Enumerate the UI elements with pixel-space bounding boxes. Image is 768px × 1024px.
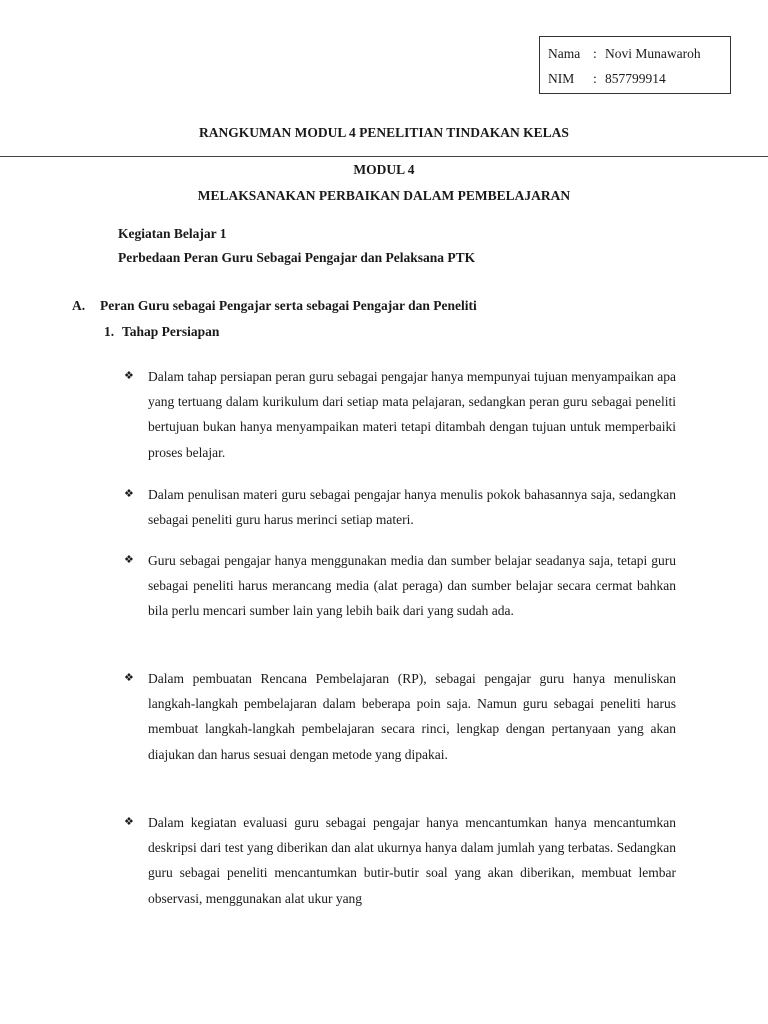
bullet-text: Dalam kegiatan evaluasi guru sebagai pengajar hanya mencantumkan hanya mencantumkan deskripsi dari test yang diberikan dan alat ukurnya hanya dalam jumlah yang terbatas. Sedangkan guru sebagai peneliti mencantumkan butir-butir soal yang akan diberikan, membuat lembar observasi, menggunakan alat ukur yang xyxy=(148,815,676,906)
bullet-text: Dalam pembuatan Rencana Pembelajaran (RP), sebagai pengajar guru hanya menuliskan langkah-langkah pembelajaran dalam beberapa poin saja. Namun guru sebagai peneliti harus membuat langkah-langkah pembelajaran secara rinci, lengkap dengan pertanyaan yang akan diajukan dan harus sesuai dengan metode yang dipakai. xyxy=(148,671,676,762)
subsection-number: 1. xyxy=(104,324,115,339)
module-number: MODUL 4 xyxy=(353,162,415,177)
bullet-text: Dalam penulisan materi guru sebagai pengajar hanya menulis pokok bahasannya saja, sedangkan sebagai peneliti guru harus merinci setiap materi. xyxy=(148,487,676,528)
diamond-bullet-icon: ❖ xyxy=(124,488,134,500)
module-title: MELAKSANAKAN PERBAIKAN DALAM PEMBELAJARAN xyxy=(197,188,571,203)
section-letter: A. xyxy=(72,298,86,313)
diamond-bullet-icon: ❖ xyxy=(124,816,134,828)
name-separator: : xyxy=(593,46,597,61)
name-value: Novi Munawaroh xyxy=(605,46,701,61)
document-title: RANGKUMAN MODUL 4 PENELITIAN TINDAKAN KELAS xyxy=(199,125,569,140)
nim-separator: : xyxy=(593,71,597,86)
bullet-text: Guru sebagai pengajar hanya menggunakan media dan sumber belajar seadanya saja, tetapi guru sebagai peneliti harus merancang media (alat peraga) dan sumber belajar secara cermat bahkan bila perlu mencari sumber lain yang lebih baik dari yang sudah ada. xyxy=(148,553,676,619)
bullet-item xyxy=(124,810,676,911)
diamond-bullet-icon: ❖ xyxy=(124,370,134,382)
student-identity-box xyxy=(539,36,731,94)
bullet-item xyxy=(124,364,676,465)
bullet-text: Dalam tahap persiapan peran guru sebagai pengajar hanya mempunyai tujuan menyampaikan apa yang tertuang dalam kurikulum dari setiap mata pelajaran, sedangkan peran guru sebagai peneliti bertujuan bukan hanya menyampaikan materi tetapi ditambah dengan tujuan untuk memperbaiki proses belajar. xyxy=(148,369,676,460)
nim-value: 857799914 xyxy=(605,71,666,86)
diamond-bullet-icon: ❖ xyxy=(124,554,134,566)
nim-row xyxy=(548,66,730,91)
name-label: Nama xyxy=(548,46,581,61)
subsection-title: Tahap Persiapan xyxy=(122,324,220,339)
activity-title: Perbedaan Peran Guru Sebagai Pengajar dan Pelaksana PTK xyxy=(118,250,476,265)
activity-label: Kegiatan Belajar 1 xyxy=(118,226,227,241)
section-heading xyxy=(72,298,477,314)
section-title: Peran Guru sebagai Pengajar serta sebagai Pengajar dan Peneliti xyxy=(100,298,477,313)
nim-label: NIM xyxy=(548,71,575,86)
subsection-heading xyxy=(104,324,219,340)
name-row xyxy=(548,41,730,66)
bullet-item xyxy=(124,666,676,767)
bullet-item xyxy=(124,548,676,624)
bullet-item xyxy=(124,482,676,532)
title-divider xyxy=(0,156,768,157)
diamond-bullet-icon: ❖ xyxy=(124,672,134,684)
